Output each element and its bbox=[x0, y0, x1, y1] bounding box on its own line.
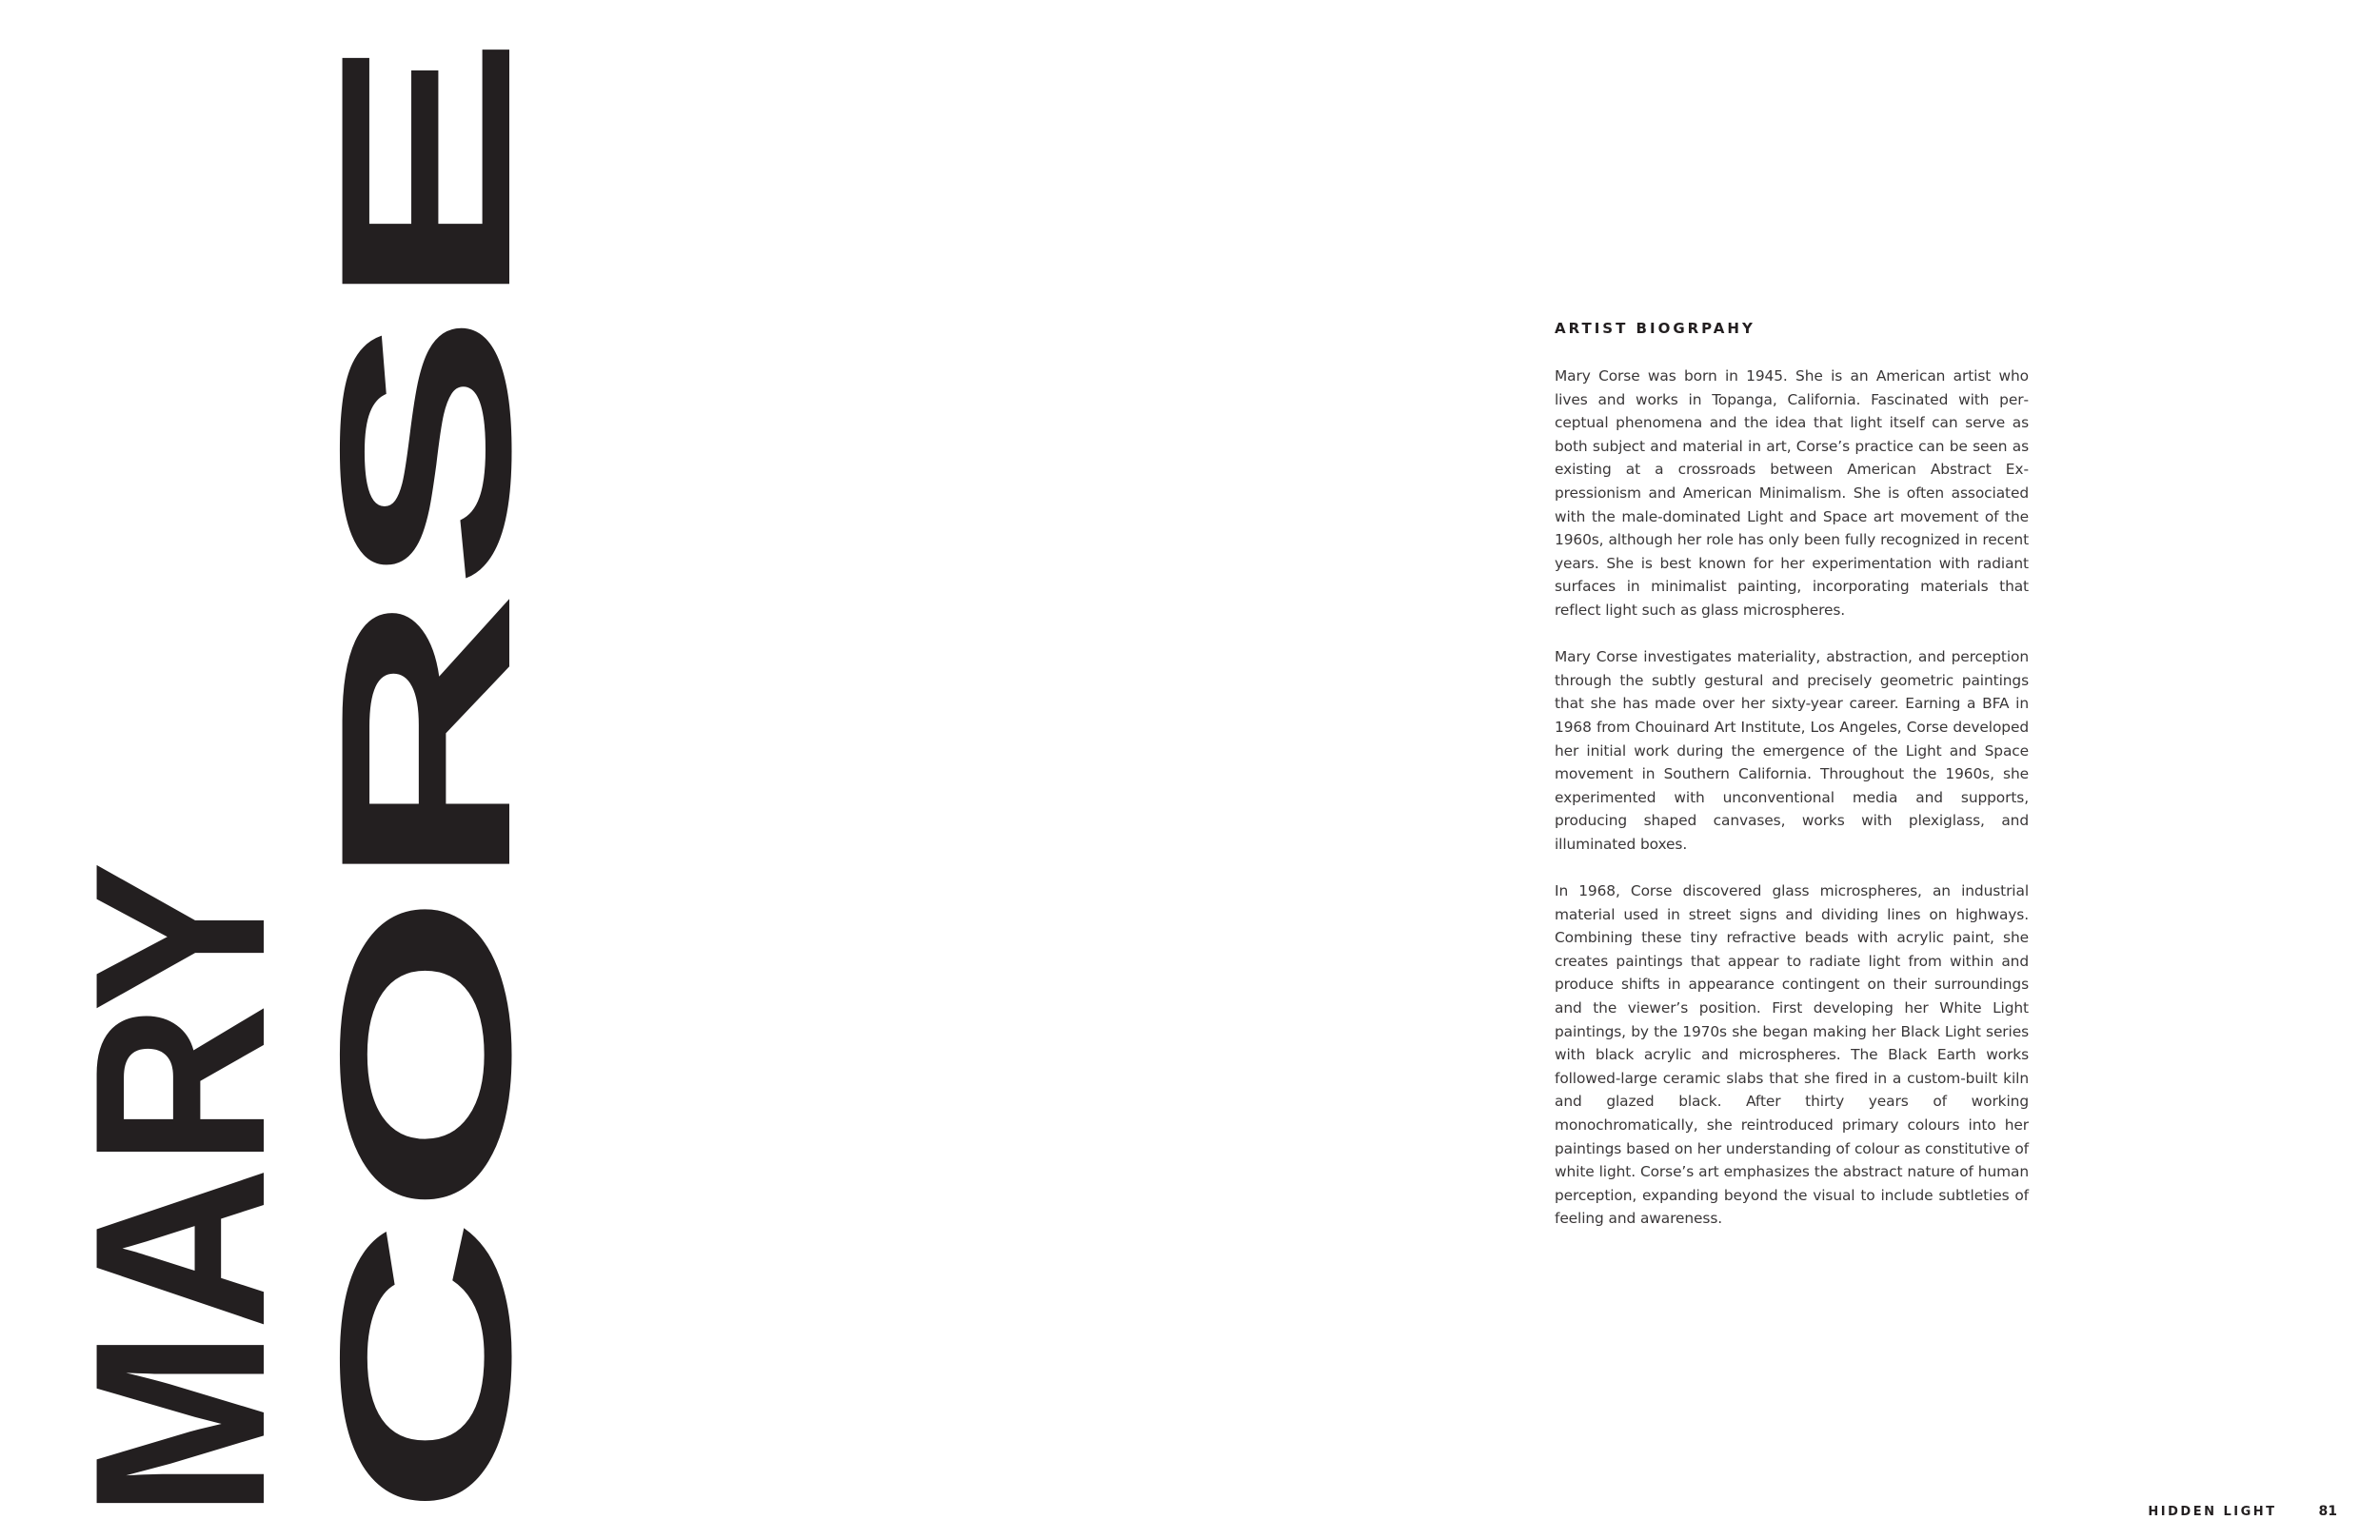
biography-heading: ARTIST BIOGRPAHY bbox=[1555, 320, 1755, 337]
biography-paragraph: In 1968, Corse discovered glass microspheres, an industrial material used in street signs and dividing lines on highways. Combining these tiny refractive beads with acrylic paint, she creates paintings that appear to radiate light from within and produce shifts in appearance contingent on their surroundings and the viewer’s position. First developing her White Light paintings, by the 1970s she began making her Black Light series with black acrylic and microspheres. The Black Earth works followed-large ceramic slabs that she fired in a custom-built kiln and glazed black. After thirty years of working monochromatically, she reintroduced primary colours into her paintings based on her understanding of colour as constitutive of white light. Corse’s art emphasizes the abstract nature of human perception, expanding beyond the visual to include subtleties of feeling and awareness. bbox=[1555, 882, 2029, 1228]
biography-paragraph: Mary Corse investigates materiality, abstraction, and perception through the subtly gestural and precisely geometric paintings that she has made over her sixty-year career. Earning a BFA in 1968 from Chouinard Art Institute, Los Angeles, Corse developed her initial work during the emergence of the Light and Space movement in Southern California. Throughout the 1960s, she experimented with unconventional media and supports, producing shaped canvases, works with plexiglass, and illuminated boxes. bbox=[1555, 648, 2029, 853]
artist-biography bbox=[1555, 317, 2029, 1254]
page-footer bbox=[2148, 1504, 2337, 1519]
page-number: 81 bbox=[2318, 1504, 2337, 1519]
biography-paragraph: Mary Corse was born in 1945. She is an American artist who lives and works in Topanga, California. Fascinated with perceptual phenomena and the idea that light itself can serve as both subject and material in art, Corse’s practice can be seen as existing at a crossroads between American Abstract Expressionism and American Minimalism. She is often associated with the male-dominated Light and Space art movement of the 1960s, although her role has only been fully recognized in recent years. She is best known for her experimentation with radiant surfaces in minimalist painting, incorporating materials that reflect light such as glass microspheres. bbox=[1555, 367, 2029, 619]
title-first-name: MARY bbox=[45, 812, 316, 1518]
artist-name-vertical-title bbox=[0, 0, 590, 1540]
title-last-name: CORSE bbox=[290, 655, 562, 1518]
publication-title: HIDDEN LIGHT bbox=[2148, 1504, 2277, 1519]
